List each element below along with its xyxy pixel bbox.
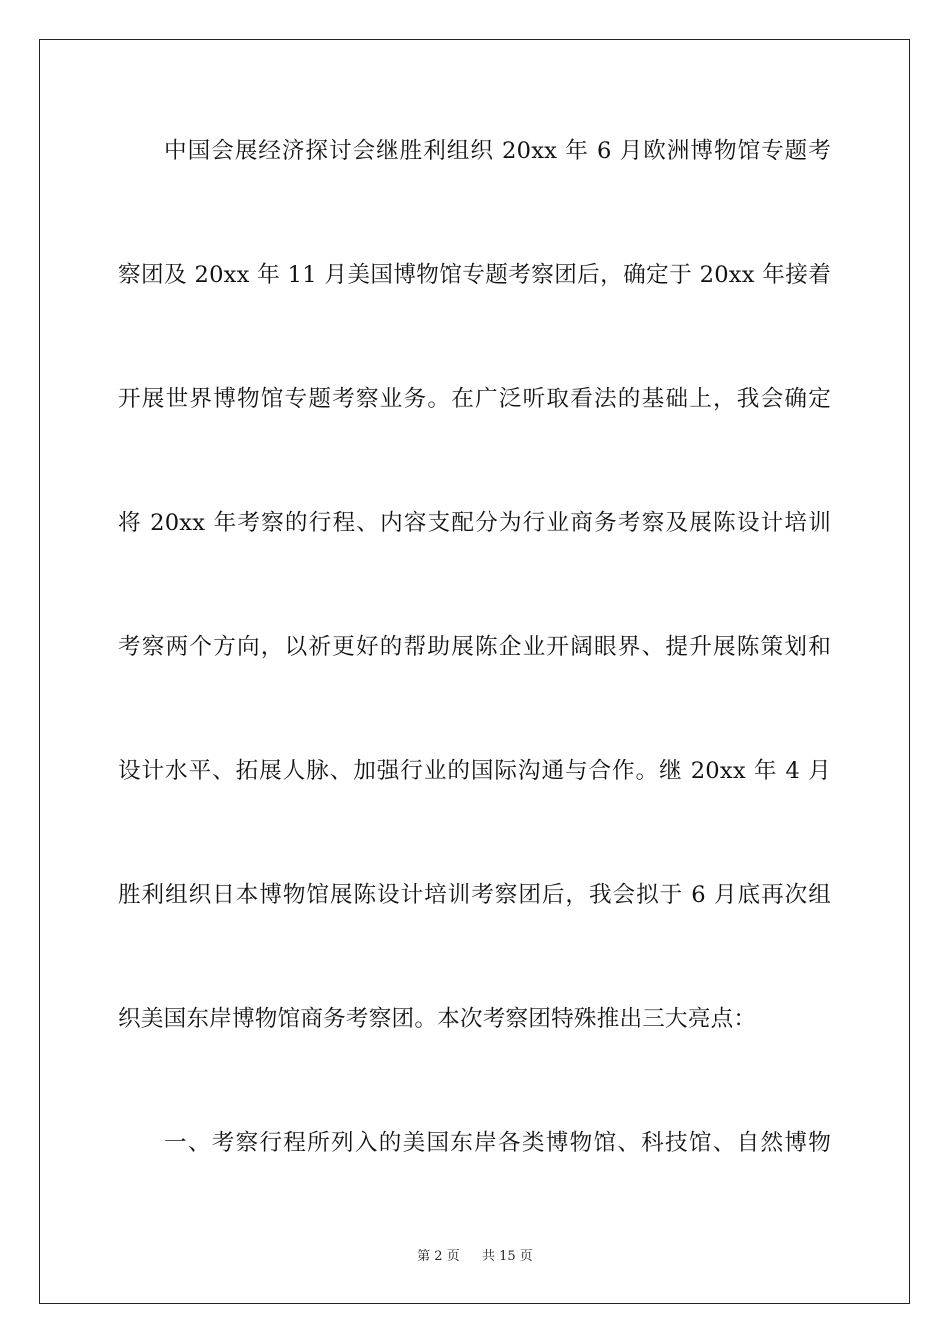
- paragraph-line-5: 考察两个方向，以祈更好的帮助展陈企业开阔眼界、提升展陈策划和: [118, 634, 831, 660]
- paragraph-line-7: 胜利组织日本博物馆展陈设计培训考察团后，我会拟于 6 月底再次组: [118, 882, 831, 908]
- paragraph-line-6: 设计水平、拓展人脉、加强行业的国际沟通与合作。继 20xx 年 4 月: [118, 758, 831, 784]
- document-body: [118, 120, 831, 1236]
- paragraph-line-8: 织美国东岸博物馆商务考察团。本次考察团特殊推出三大亮点：: [118, 1006, 757, 1032]
- paragraph-line-1: 中国会展经济探讨会继胜利组织 20xx 年 6 月欧洲博物馆专题考: [164, 138, 831, 164]
- paragraph-line-3: 开展世界博物馆专题考察业务。在广泛听取看法的基础上，我会确定: [118, 386, 831, 412]
- paragraph-line-2: 察团及 20xx 年 11 月美国博物馆专题考察团后，确定于 20xx 年接着: [118, 262, 831, 288]
- page-number: 第 2 页: [417, 1249, 460, 1264]
- paragraph-line-4: 将 20xx 年考察的行程、内容支配分为行业商务考察及展陈设计培训: [118, 510, 831, 536]
- total-pages: 共 15 页: [482, 1249, 533, 1264]
- paragraph-line-9: 一、考察行程所列入的美国东岸各类博物馆、科技馆、自然博物: [164, 1130, 831, 1156]
- page-footer: [0, 1245, 950, 1264]
